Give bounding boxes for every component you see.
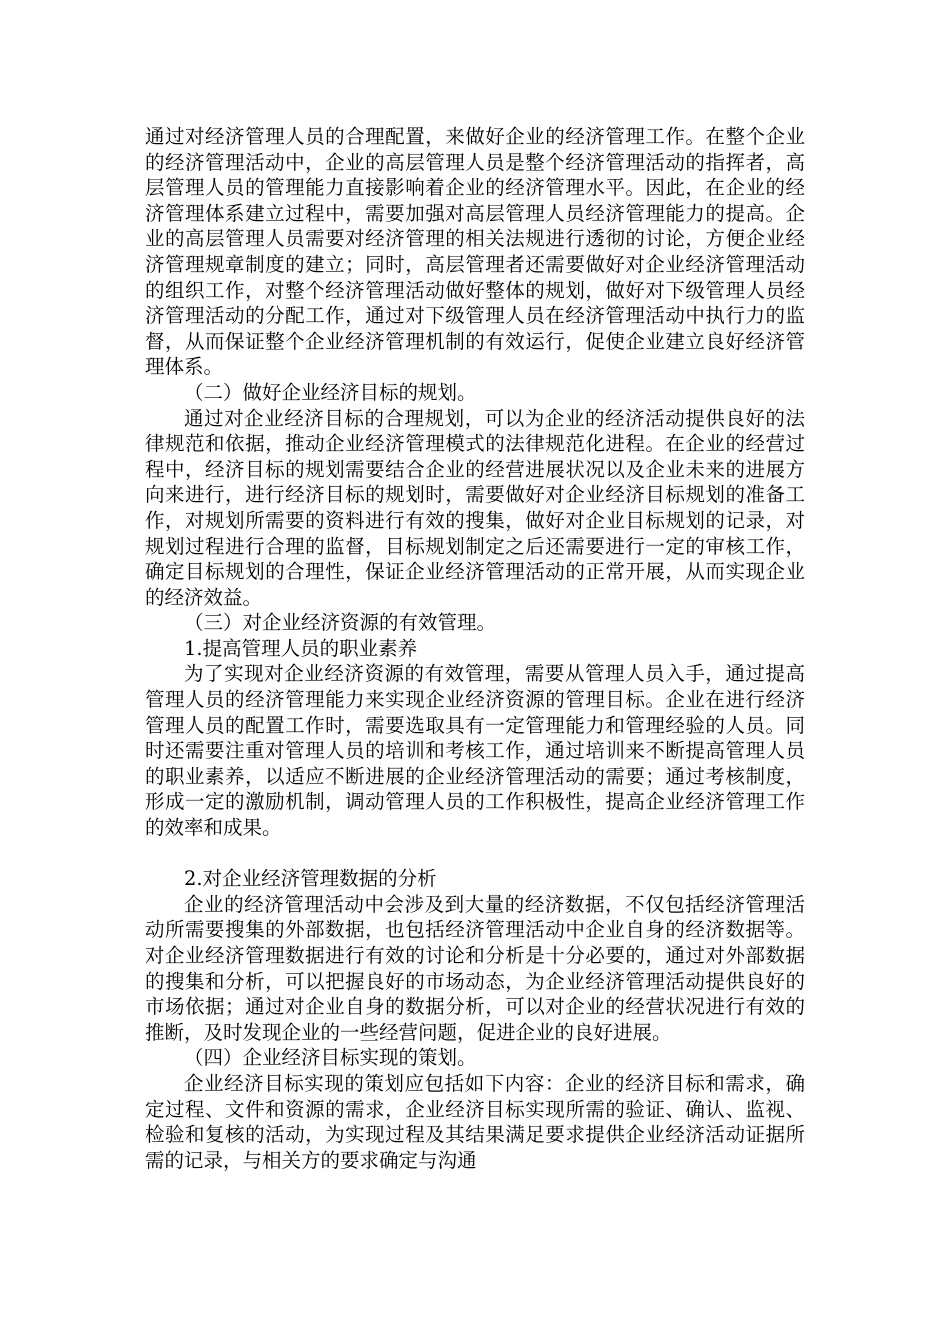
paragraph-professional-quality: 为了实现对企业经济资源的有效管理，需要从管理人员入手，通过提高管理人员的经济管理能力来实现企业经济资源的管理目标。企业在进行经济管理人员的配置工作时，需要选取具有一定管理能力和管理经验的人员。同时还需要注重对管理人员的培训和考核工作，通过培训来不断提高管理人员的职业素养，以适应不断进展的企业经济管理活动的需要；通过考核制度，形成一定的激励机制，调动管理人员的工作积极性，提高企业经济管理工作的效率和成果。 xyxy=(145,662,805,840)
section-heading-2: （二）做好企业经济目标的规划。 xyxy=(184,380,477,404)
paragraph-goal-strategy: 企业经济目标实现的策划应包括如下内容：企业的经济目标和需求，确定过程、文件和资源的需求，企业经济目标实现所需的验证、确认、监视、检验和复核的活动，为实现过程及其结果满足要求提供企业经济活动证据所需的记录，与相关方的要求确定与沟通 xyxy=(145,1071,805,1172)
paragraph-goal-planning: 通过对企业经济目标的合理规划，可以为企业的经济活动提供良好的法律规范和依据，推动企业经济管理模式的法律规范化进程。在企业的经营过程中，经济目标的规划需要结合企业的经营进展状况以及企业未来的进展方向来进行，进行经济目标的规划时，需要做好对企业经济目标规划的准备工作，对规划所需要的资料进行有效的搜集，做好对企业目标规划的记录，对规划过程进行合理的监督，目标规划制定之后还需要进行一定的审核工作，确定目标规划的合理性，保证企业经济管理活动的正常开展，从而实现企业的经济效益。 xyxy=(145,406,805,609)
document-page xyxy=(145,124,805,1173)
paragraph-staffing: 通过对经济管理人员的合理配置，来做好企业的经济管理工作。在整个企业的经济管理活动中，企业的高层管理人员是整个经济管理活动的指挥者，高层管理人员的管理能力直接影响着企业的经济管理水平。因此，在企业的经济管理体系建立过程中，需要加强对高层管理人员经济管理能力的提高。企业的高层管理人员需要对经济管理的相关法规进行透彻的讨论，方便企业经济管理规章制度的建立；同时，高层管理者还需要做好对企业经济管理活动的组织工作，对整个经济管理活动做好整体的规划，做好对下级管理人员经济管理活动的分配工作，通过对下级管理人员在经济管理活动中执行力的监督，从而保证整个企业经济管理机制的有效运行，促使企业建立良好经济管理体系。 xyxy=(145,125,805,379)
subsection-heading-2: 2.对企业经济管理数据的分析 xyxy=(184,867,437,891)
blank-line xyxy=(145,841,805,867)
section-heading-4: （四）企业经济目标实现的策划。 xyxy=(184,1046,477,1070)
section-heading-3: （三）对企业经济资源的有效管理。 xyxy=(184,611,497,635)
paragraph-data-analysis: 企业的经济管理活动中会涉及到大量的经济数据，不仅包括经济管理活动所需要搜集的外部数据，也包括经济管理活动中企业自身的经济数据等。对企业经济管理数据进行有效的讨论和分析是十分必要的，通过对外部数据的搜集和分析，可以把握良好的市场动态，为企业经济管理活动提供良好的市场依据；通过对企业自身的数据分析，可以对企业的经营状况进行有效的推断，及时发现企业的一些经营问题，促进企业的良好进展。 xyxy=(145,892,805,1044)
subsection-heading-1: 1.提高管理人员的职业素养 xyxy=(184,636,418,660)
